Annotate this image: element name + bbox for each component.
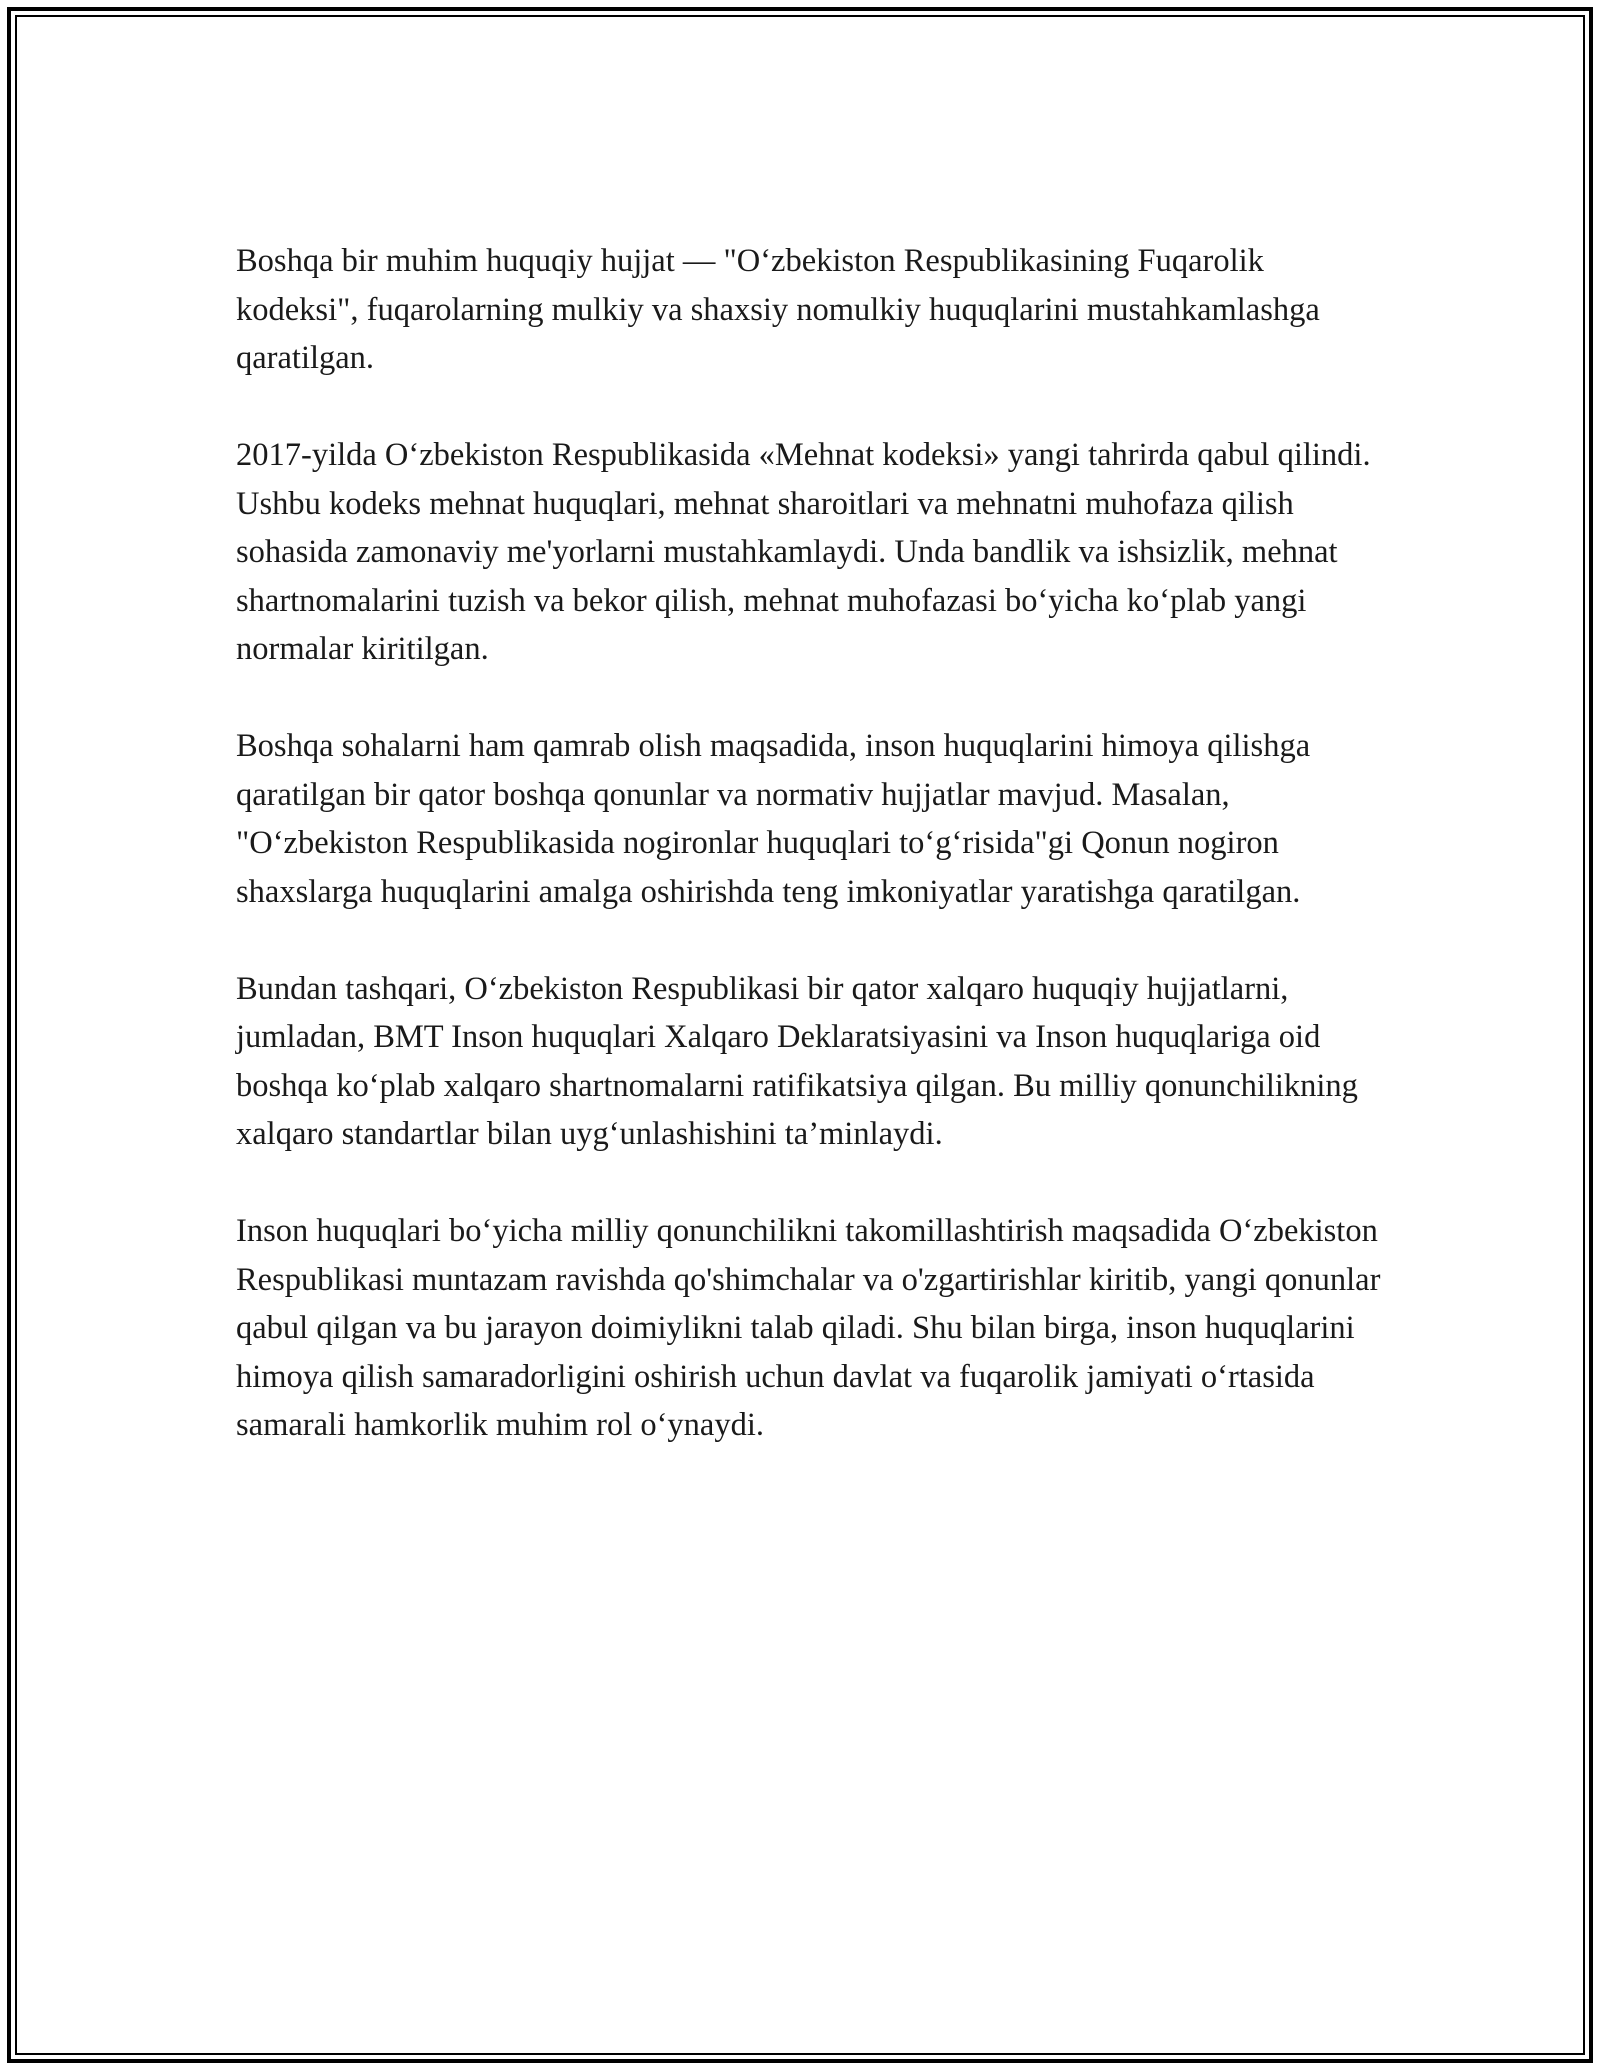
paragraph-improving-legislation: Inson huquqlari bo‘yicha milliy qonunchilikni takomillashtirish maqsadida O‘zbekiston Respublikasi muntazam ravishda qo'shimchalar va o'zgartirishlar kiritib, yangi qonunlar qabul qilgan va bu jarayon doimiylikni talab qiladi. Shu bilan birga, inson huquqlarini himoya qilish samaradorligini oshirish uchun davlat va fuqarolik jamiyati o‘rtasida samarali hamkorlik muhim rol o‘ynaydi.	[236, 1213, 1381, 1443]
paragraph-other-laws: Boshqa sohalarni ham qamrab olish maqsadida, inson huquqlarini himoya qilishga qaratilgan bir qator boshqa qonunlar va normativ hujjatlar mavjud. Masalan, "O‘zbekiston Respublikasida nogironlar huquqlari to‘g‘risida"gi Qonun nogiron shaxslarga huquqlarini amalga oshirishda teng imkoniyatlar yaratishga qaratilgan.	[236, 728, 1311, 910]
paragraph-international-documents: Bundan tashqari, O‘zbekiston Respublikasi bir qator xalqaro huquqiy hujjatlarni, jumladan, BMT Inson huquqlari Xalqaro Deklaratsiyasini va Inson huquqlariga oid boshqa ko‘plab xalqaro shartnomalarni ratifikatsiya qilgan. Bu milliy qonunchilikning xalqaro standartlar bilan uyg‘unlashishini ta’minlaydi.	[236, 970, 1358, 1152]
document-body	[236, 237, 1386, 1498]
paragraph-labour-code: 2017-yilda O‘zbekiston Respublikasida «Mehnat kodeksi» yangi tahrirda qabul qilindi. Ushbu kodeks mehnat huquqlari, mehnat sharoitlari va mehnatni muhofaza qilish sohasida zamonaviy me'yorlarni mustahkamlaydi. Unda bandlik va ishsizlik, mehnat shartnomalarini tuzish va bekor qilish, mehnat muhofazasi bo‘yicha ko‘plab yangi normalar kiritilgan.	[236, 437, 1371, 667]
paragraph-civil-code: Boshqa bir muhim huquqiy hujjat — "O‘zbekiston Respublikasining Fuqarolik kodeksi", fuqarolarning mulkiy va shaxsiy nomulkiy huquqlarini mustahkamlashga qaratilgan.	[236, 243, 1320, 376]
